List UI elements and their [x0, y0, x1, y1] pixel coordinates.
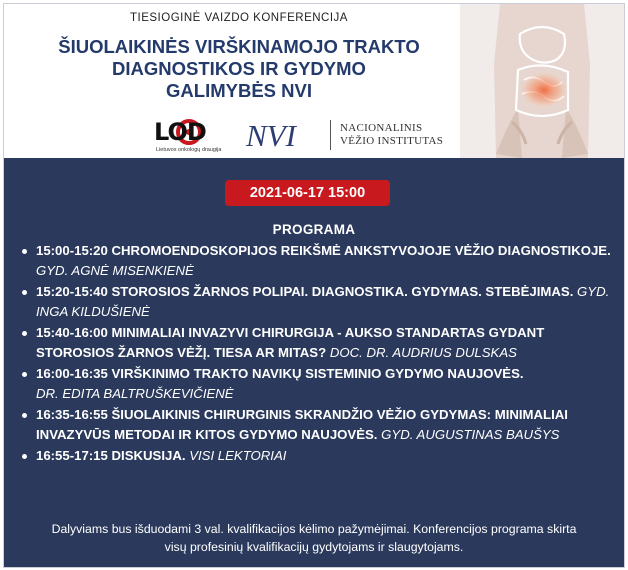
- program-item: [36, 405, 625, 445]
- session-title: 16:35-16:55 ŠIUOLAIKINIS CHIRURGINIS SKRANDŽIO VĖŽIO GYDYMAS: MINIMALIAI INVAZYVŪS METODAI IR KITOS GYDYMO NAUJOVĖS.: [36, 407, 568, 442]
- title-line: GALIMYBĖS NVI: [166, 80, 312, 101]
- program-item: [36, 446, 625, 466]
- session-title: 16:55-17:15 DISKUSIJA.: [36, 448, 186, 463]
- flyer-header: [4, 4, 624, 158]
- session-speaker: GYD. AUGUSTINAS BAUŠYS: [381, 427, 560, 442]
- conference-title: [4, 36, 474, 102]
- session-title: 16:00-16:35 VIRŠKINIMO TRAKTO NAVIKŲ SISTEMINIO GYDYMO NAUJOVĖS.: [36, 366, 524, 381]
- digestive-tract-illustration: [460, 4, 624, 158]
- nvi-name-line: NACIONALINIS: [340, 122, 423, 134]
- program-item: [36, 241, 625, 281]
- conference-type: TIESIOGINĖ VAIZDO KONFERENCIJA: [130, 12, 348, 24]
- session-speaker: GYD. AGNĖ MISENKIENĖ: [36, 263, 194, 278]
- title-line: DIAGNOSTIKOS IR GYDYMO: [112, 58, 366, 79]
- lod-caption: Lietuvos onkologų draugija: [156, 147, 222, 153]
- program-panel: [4, 158, 624, 567]
- logo-divider: [330, 120, 331, 150]
- logos-row: [154, 116, 484, 152]
- nvi-logo-text: NVI: [246, 118, 296, 152]
- nvi-name-line: VĖŽIO INSTITUTAS: [340, 135, 444, 147]
- session-speaker: GYD. INGA KILDUŠIENĖ: [36, 284, 610, 319]
- footer-line: Dalyviams bus išduodami 3 val. kvalifikacijos kėlimo pažymėjimai. Konferencijos programa skirta: [51, 522, 577, 536]
- program-list: [18, 241, 625, 467]
- lod-logo: [154, 116, 234, 154]
- footer-note: [20, 520, 608, 556]
- flyer: [3, 3, 625, 568]
- session-title: 15:20-15:40 STOROSIOS ŽARNOS POLIPAI. DIAGNOSTIKA. GYDYMAS. STEBĖJIMAS.: [36, 284, 574, 299]
- program-item: [36, 323, 625, 363]
- session-speaker: VISI LEKTORIAI: [189, 448, 287, 463]
- title-line: ŠIUOLAIKINĖS VIRŠKINAMOJO TRAKTO: [58, 36, 420, 57]
- nvi-logo-mark: [244, 118, 322, 152]
- footer-line: visų profesinių kvalifikacijų gydytojams ir slaugytojams.: [164, 540, 464, 554]
- event-date-badge: 2021-06-17 15:00: [225, 180, 390, 206]
- program-heading: PROGRAMA: [272, 222, 356, 237]
- session-speaker: DR. EDITA BALTRUŠKEVIČIENĖ: [36, 386, 234, 401]
- session-title: 15:40-16:00 MINIMALIAI INVAZYVI CHIRURGIJA - AUKSO STANDARTAS GYDANT STOROSIOS ŽARNOS VĖŽĮ. TIESA AR MITAS?: [36, 325, 545, 360]
- program-item: [36, 282, 625, 322]
- nvi-institute-name: [340, 122, 443, 148]
- session-title: 15:00-15:20 CHROMOENDOSKOPIJOS REIKŠMĖ ANKSTYVOJOJE VĖŽIO DIAGNOSTIKOJE.: [36, 243, 611, 258]
- session-speaker: DOC. DR. AUDRIUS DULSKAS: [329, 345, 517, 360]
- program-item: [36, 364, 625, 404]
- lod-logo-text: LOD: [154, 118, 206, 146]
